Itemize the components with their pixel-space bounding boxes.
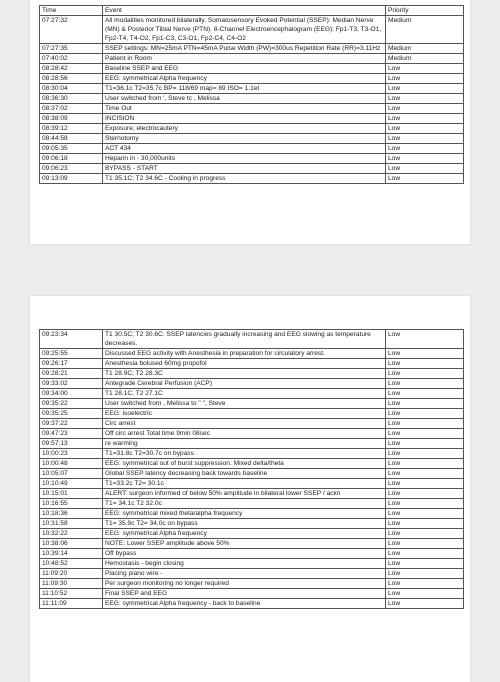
priority-cell: Low <box>386 114 464 124</box>
event-cell: BYPASS - START <box>103 164 386 174</box>
table-row <box>40 489 464 499</box>
table-row <box>40 114 464 124</box>
event-cell: EEG: isoelectric <box>103 409 386 419</box>
priority-cell: Low <box>386 589 464 599</box>
priority-cell: Low <box>386 379 464 389</box>
time-cell: 08:38:09 <box>40 114 103 124</box>
time-cell: 08:39:12 <box>40 124 103 134</box>
priority-cell: Low <box>386 164 464 174</box>
event-cell: T1=36.1c T2=35.7c BP= 118/69 map= 89 ISO= 1.1et <box>103 84 386 94</box>
table-row <box>40 74 464 84</box>
table-row <box>40 164 464 174</box>
table-row <box>40 359 464 369</box>
time-cell: 09:13:09 <box>40 174 103 184</box>
event-cell: T1=33.2c T2= 30.1c <box>103 479 386 489</box>
table-row <box>40 409 464 419</box>
table-row <box>40 134 464 144</box>
priority-cell: Low <box>386 154 464 164</box>
event-cell: Heparin in - 30,000units <box>103 154 386 164</box>
event-cell: Per surgeon monitoring no longer required <box>103 579 386 589</box>
event-log-body <box>40 16 464 184</box>
priority-cell: Low <box>386 94 464 104</box>
table-row <box>40 479 464 489</box>
priority-cell: Medium <box>386 44 464 54</box>
priority-cell: Low <box>386 519 464 529</box>
table-row <box>40 64 464 74</box>
priority-cell: Low <box>386 599 464 609</box>
time-cell: 11:10:52 <box>40 589 103 599</box>
priority-cell: Low <box>386 449 464 459</box>
table-row <box>40 330 464 349</box>
priority-cell: Low <box>386 459 464 469</box>
event-cell: ALERT: surgeon informed of below 50% amplitude in bilateral lower SSEP / ackn <box>103 489 386 499</box>
time-cell: 11:09:30 <box>40 579 103 589</box>
time-cell: 08:30:04 <box>40 84 103 94</box>
event-cell: Placing piano wire - <box>103 569 386 579</box>
event-cell: EEG: symmetrical Alpha frequency <box>103 529 386 539</box>
time-cell: 08:28:56 <box>40 74 103 84</box>
priority-cell: Low <box>386 104 464 114</box>
time-cell: 10:00:23 <box>40 449 103 459</box>
priority-cell: Low <box>386 469 464 479</box>
table-row <box>40 599 464 609</box>
time-cell: 09:34:00 <box>40 389 103 399</box>
table-row <box>40 469 464 479</box>
priority-cell: Low <box>386 124 464 134</box>
time-cell: 10:10:49 <box>40 479 103 489</box>
priority-cell: Medium <box>386 54 464 64</box>
table-row <box>40 539 464 549</box>
time-cell: 09:25:55 <box>40 349 103 359</box>
table-row <box>40 439 464 449</box>
event-cell: Antegrade Cerebral Perfusion (ACP) <box>103 379 386 389</box>
table-row <box>40 104 464 114</box>
priority-cell: Low <box>386 489 464 499</box>
time-cell: 09:23:34 <box>40 330 103 349</box>
event-cell: Circ arrest <box>103 419 386 429</box>
time-cell: 09:06:23 <box>40 164 103 174</box>
event-cell: Discussed EEG activity with Anesthesia in preparation for circulatory arrest. <box>103 349 386 359</box>
event-cell: re warming <box>103 439 386 449</box>
time-cell: 07:40:02 <box>40 54 103 64</box>
event-cell: Baseline SSEP and EEG <box>103 64 386 74</box>
event-cell: T1 35.1C; T2 34.6C - Cooling in progress <box>103 174 386 184</box>
priority-cell: Low <box>386 539 464 549</box>
time-cell: 10:16:55 <box>40 499 103 509</box>
priority-cell: Low <box>386 349 464 359</box>
priority-cell: Low <box>386 359 464 369</box>
event-cell: T1= 34.1c T2 32.0c <box>103 499 386 509</box>
table-row <box>40 549 464 559</box>
table-row <box>40 389 464 399</box>
table-row <box>40 499 464 509</box>
event-cell: EEG: symmetrical Alpha frequency - back to baseline <box>103 599 386 609</box>
event-cell: T1= 35.9c T2= 34.0c on bypass <box>103 519 386 529</box>
time-cell: 10:15:01 <box>40 489 103 499</box>
event-cell: INCISION <box>103 114 386 124</box>
time-cell: 07:27:32 <box>40 16 103 44</box>
event-log-table <box>39 5 464 184</box>
event-cell: Global SSEP latency decreasing back towards baseline <box>103 469 386 479</box>
event-cell: Patient in Room <box>103 54 386 64</box>
table-row <box>40 459 464 469</box>
priority-cell: Low <box>386 429 464 439</box>
event-cell: T1 28.9C; T2 28.3C <box>103 369 386 379</box>
table-row <box>40 144 464 154</box>
priority-cell: Low <box>386 559 464 569</box>
time-cell: 10:38:06 <box>40 539 103 549</box>
event-cell: Time Out <box>103 104 386 114</box>
priority-cell: Low <box>386 579 464 589</box>
event-cell: NOTE: Lower SSEP amplitude above 50% <box>103 539 386 549</box>
priority-cell: Low <box>386 74 464 84</box>
time-cell: 09:47:23 <box>40 429 103 439</box>
priority-cell: Low <box>386 569 464 579</box>
table-row <box>40 154 464 164</box>
priority-cell: Low <box>386 509 464 519</box>
time-cell: 10:18:36 <box>40 509 103 519</box>
priority-cell: Low <box>386 529 464 539</box>
priority-cell: Low <box>386 330 464 349</box>
event-cell: T1 30.5C; T2 30.6C. SSEP latencies gradually increasing and EEG slowing as temperature decreases. <box>103 330 386 349</box>
event-log-table-continued <box>39 329 464 609</box>
event-log-body <box>40 330 464 609</box>
event-cell: T1=31.8c T2=30.7c on bypass <box>103 449 386 459</box>
time-column-header: Time <box>40 6 103 16</box>
event-cell: All modalities monitored bilaterally. Somatosensory Evoked Potential (SSEP): Median Nerve (MN) & Posterior Tibial Nerve (PTN). 8-Channel Electroencephalogram (EEG): Fp1-T3, T3-O1, Fp2-T4, T4-O2, Fp1-C3, C3-O1, Fp2-C4, C4-O2 <box>103 16 386 44</box>
priority-cell: Low <box>386 439 464 449</box>
table-row <box>40 54 464 64</box>
time-cell: 09:33:02 <box>40 379 103 389</box>
event-cell: User switched from , Melissa to " ", Steve <box>103 399 386 409</box>
event-cell: Hemostasis - begin closing <box>103 559 386 569</box>
time-cell: 11:09:20 <box>40 569 103 579</box>
table-row <box>40 124 464 134</box>
time-cell: 10:48:52 <box>40 559 103 569</box>
table-row <box>40 529 464 539</box>
event-cell: ACT 434 <box>103 144 386 154</box>
priority-cell: Low <box>386 84 464 94</box>
event-cell: Final SSEP and EEG <box>103 589 386 599</box>
table-header-row <box>40 6 464 16</box>
priority-cell: Low <box>386 479 464 489</box>
table-row <box>40 399 464 409</box>
priority-cell: Low <box>386 174 464 184</box>
table-row <box>40 84 464 94</box>
priority-cell: Low <box>386 134 464 144</box>
table-row <box>40 94 464 104</box>
time-cell: 10:05:07 <box>40 469 103 479</box>
event-cell: Exposure, electrocautery <box>103 124 386 134</box>
priority-column-header: Priority <box>386 6 464 16</box>
priority-cell: Low <box>386 369 464 379</box>
event-cell: Off bypass <box>103 549 386 559</box>
event-column-header: Event <box>103 6 386 16</box>
time-cell: 09:28:21 <box>40 369 103 379</box>
priority-cell: Low <box>386 409 464 419</box>
event-cell: SSEP settings: MN=25mA PTN=45mA Pulse Width (PW)=300us Repetition Rate (RR)=3.11Hz <box>103 44 386 54</box>
table-row <box>40 519 464 529</box>
time-cell: 11:11:09 <box>40 599 103 609</box>
table-row <box>40 579 464 589</box>
table-row <box>40 174 464 184</box>
table-row <box>40 569 464 579</box>
time-cell: 08:37:02 <box>40 104 103 114</box>
event-cell: User switched from ', Steve tc , Melissa <box>103 94 386 104</box>
event-cell: T1 28.1C; T2 27.1C <box>103 389 386 399</box>
priority-cell: Low <box>386 389 464 399</box>
time-cell: 10:32:22 <box>40 529 103 539</box>
priority-cell: Low <box>386 144 464 154</box>
time-cell: 09:57:13 <box>40 439 103 449</box>
event-cell: EEG: symmetrical out of burst suppression. Mixed delta/theta <box>103 459 386 469</box>
priority-cell: Low <box>386 549 464 559</box>
time-cell: 09:06:18 <box>40 154 103 164</box>
event-cell: Off circ arrest Total time 9min 08sec <box>103 429 386 439</box>
time-cell: 08:36:30 <box>40 94 103 104</box>
time-cell: 09:35:25 <box>40 409 103 419</box>
table-row <box>40 429 464 439</box>
table-row <box>40 589 464 599</box>
table-row <box>40 419 464 429</box>
table-row <box>40 509 464 519</box>
time-cell: 09:26:17 <box>40 359 103 369</box>
event-cell: EEG: symmetrical Alpha frequency <box>103 74 386 84</box>
time-cell: 10:00:48 <box>40 459 103 469</box>
event-cell: Anesthesia bolused 60mg propofol <box>103 359 386 369</box>
table-row <box>40 559 464 569</box>
time-cell: 10:31:58 <box>40 519 103 529</box>
priority-cell: Low <box>386 64 464 74</box>
priority-cell: Low <box>386 399 464 409</box>
event-cell: Sternotomy <box>103 134 386 144</box>
priority-cell: Medium <box>386 16 464 44</box>
table-row <box>40 44 464 54</box>
document-page-1 <box>30 0 470 244</box>
time-cell: 08:28:42 <box>40 64 103 74</box>
time-cell: 08:44:58 <box>40 134 103 144</box>
table-row <box>40 349 464 359</box>
document-page-2 <box>30 296 470 682</box>
table-row <box>40 379 464 389</box>
time-cell: 09:37:22 <box>40 419 103 429</box>
table-row <box>40 16 464 44</box>
event-cell: EEG: symmetrical mixed theta/alpha frequency <box>103 509 386 519</box>
table-row <box>40 449 464 459</box>
time-cell: 09:35:22 <box>40 399 103 409</box>
table-row <box>40 369 464 379</box>
time-cell: 07:27:35 <box>40 44 103 54</box>
time-cell: 09:05:35 <box>40 144 103 154</box>
priority-cell: Low <box>386 499 464 509</box>
time-cell: 10:39:14 <box>40 549 103 559</box>
priority-cell: Low <box>386 419 464 429</box>
